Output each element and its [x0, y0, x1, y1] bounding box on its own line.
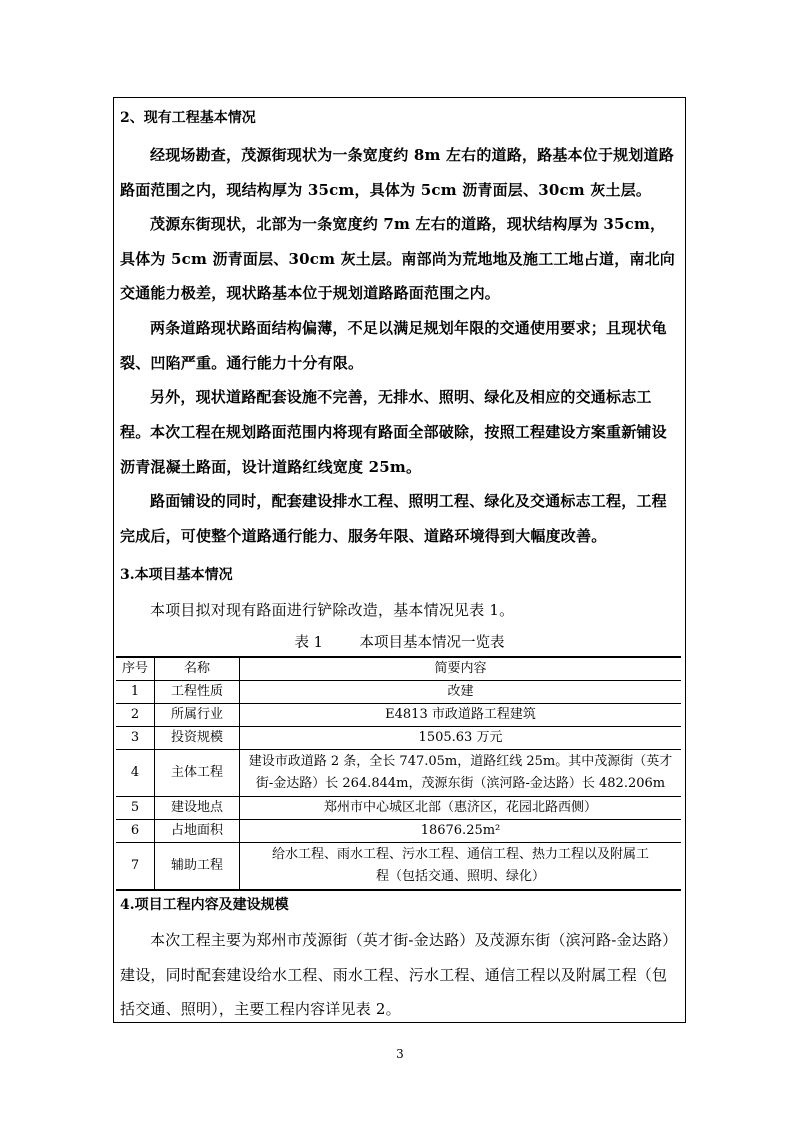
table-row [116, 727, 681, 750]
table-row [116, 704, 681, 727]
row-summary: E4813 市政道路工程建筑 [240, 704, 682, 727]
row-index: 1 [116, 681, 155, 704]
page-number: 3 [396, 1047, 404, 1061]
table-row [116, 797, 681, 820]
row-name: 建设地点 [155, 797, 240, 820]
section3-heading: 3.本项目基本情况 [120, 567, 233, 583]
row-summary: 改建 [240, 681, 682, 704]
section2-paragraph-6: 路面铺设的同时，配套建设排水工程、照明工程、绿化及交通标志工程，工程完成后，可使整个道路通行能力、服务年限、道路环境得到大幅度改善。 [120, 492, 667, 545]
section4-heading: 4.项目工程内容及建设规模 [120, 897, 289, 913]
row-name: 占地面积 [155, 820, 240, 843]
table1-caption-title: 本项目基本情况一览表 [359, 635, 505, 651]
column-header-name: 名称 [155, 657, 240, 681]
row-index: 5 [116, 797, 155, 820]
row-summary: 建设市政道路 2 条，全长 747.05m，道路红线 25m。其中茂源街（英才街-金达路）长 264.844m，茂源东街（滨河路-金达路）长 482.206m [240, 750, 682, 797]
table1-caption-number: 表 1 [294, 635, 323, 651]
column-header-index: 序号 [116, 657, 155, 681]
row-index: 6 [116, 820, 155, 843]
row-name: 所属行业 [155, 704, 240, 727]
row-index: 2 [116, 704, 155, 727]
table-row [116, 681, 681, 704]
content-frame [113, 97, 686, 1023]
section2-paragraph-1: 经现场勘查，茂源街现状为一条宽度约 8m 左右的道路，路基本位于规划道路路面范围之内，现结构厚为 35cm，具体为 5cm 沥青面层、30cm 灰土层。 [120, 146, 674, 199]
table1-caption [120, 633, 679, 653]
table-row [116, 750, 681, 797]
row-name: 主体工程 [155, 750, 240, 797]
section2-paragraph-3: 两条道路现状路面结构偏薄，不足以满足规划年限的交通使用要求；且现状龟裂、凹陷严重。通行能力十分有限。 [120, 319, 667, 372]
row-index: 4 [116, 750, 155, 797]
row-summary: 1505.63 万元 [240, 727, 682, 750]
section4-paragraph: 本次工程主要为郑州市茂源街（英才街-金达路）及茂源东街（滨河路-金达路）建设，同时配套建设给水工程、雨水工程、污水工程、通信工程以及附属工程（包括交通、照明），主要工程内容详见表 2。 [120, 931, 678, 1018]
table-row [116, 820, 681, 843]
row-index: 7 [116, 843, 155, 891]
row-index: 3 [116, 727, 155, 750]
row-name: 辅助工程 [155, 843, 240, 891]
table-row [116, 843, 681, 891]
row-summary: 18676.25m² [240, 820, 682, 843]
section3-intro: 本项目拟对现有路面进行铲除改造，基本情况见表 1。 [150, 601, 515, 619]
section2-paragraph-5: 本次工程在规划路面范围内将现有路面全部破除，按照工程建设方案重新铺设沥青混凝土路面，设计道路红线宽度 25m。 [120, 423, 667, 476]
table-header-row [116, 657, 681, 681]
section2-heading: 2、现有工程基本情况 [120, 110, 256, 126]
column-header-summary: 简要内容 [240, 657, 682, 681]
project-info-table [116, 656, 681, 891]
row-name: 工程性质 [155, 681, 240, 704]
row-summary: 给水工程、雨水工程、污水工程、通信工程、热力工程以及附属工程（包括交通、照明、绿化） [240, 843, 682, 891]
row-summary: 郑州市中心城区北部（惠济区，花园北路西侧） [240, 797, 682, 820]
section2-paragraph-4: 另外，现状道路配套设施不完善，无排水、照明、绿化及相应的交通标志工程。 [120, 388, 652, 441]
section2-paragraph-2: 茂源东街现状，北部为一条宽度约 7m 左右的道路，现状结构厚为 35cm，具体为 5cm 沥青面层、30cm 灰土层。南部尚为荒地地及施工工地占道，南北向交通能力极差，现状路基本位于规划道路路面范围之内。 [120, 215, 675, 302]
row-name: 投资规模 [155, 727, 240, 750]
